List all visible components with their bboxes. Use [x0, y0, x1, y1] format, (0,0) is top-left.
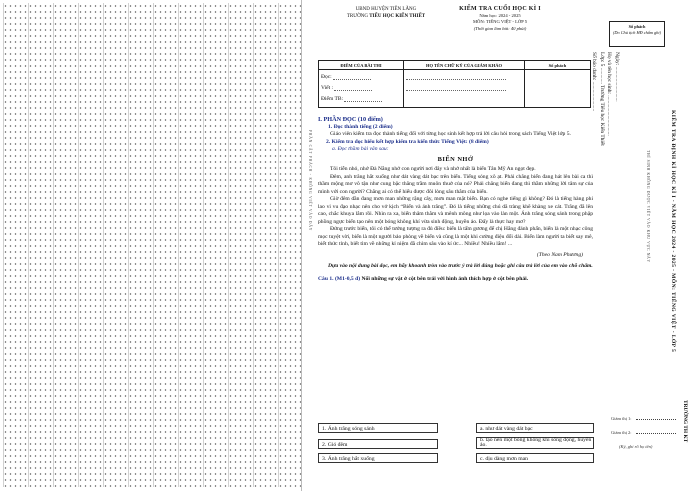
score-col-header: ĐIỂM CỦA BÀI THI [319, 61, 404, 70]
match-left-item[interactable]: 3. Ánh trăng hắt xuống [318, 453, 438, 463]
score-table [318, 60, 591, 108]
school-prefix: TRƯỜNG [346, 14, 368, 19]
answer-grid-lines [3, 3, 301, 487]
story-paragraph: Đứng trước biển, tôi có thể tưởng tượng ra đủ điều: biển là tấm gương để chị Hằng đánh phấn, biển là một nhạc công mọc tuyệt vời, biển là một người bảo phòng về biển và cũng là một khi cường điệu đổi dài. Biển làm người ta biết say mê, biết thức tỉnh, biết tìm về những kỉ niệm đã chìm sâu vào kí ức... Nhiều! Nhiều lắm! ... [318, 226, 593, 247]
examiner-col-header: HỌ TÊN CHỮ KÝ CỦA GIÁM KHẢO [404, 61, 525, 70]
section-1-text: Giáo viên kiểm tra đọc thành tiếng đối với từng học sinh kết hợp trả lời câu hỏi trong sách Tiếng Việt lớp 5. [330, 131, 571, 137]
vertical-exam-title: KIỂM TRA ĐỊNH KÌ HỌC KÌ I - NĂM HỌC 2024 - 2025 - MÔN: TIẾNG VIỆT - LỚP 5 [670, 110, 676, 353]
section-2a-heading: a. Đọc thầm bài văn sau: [332, 146, 389, 152]
examiner-signatures [611, 412, 676, 454]
phach-col-header: Số phách [525, 61, 591, 70]
part-heading: I. PHẦN ĐỌC (10 điểm) [318, 116, 383, 123]
exam-title: KIỂM TRA CUỐI HỌC KÌ I [459, 6, 541, 12]
section-1-heading: 1. Đọc thành tiếng (2 điểm) [328, 123, 393, 130]
match-right-item[interactable]: a. như dát vàng dát bạc [476, 423, 594, 433]
match-left-item[interactable]: 2. Gió đêm [318, 439, 438, 449]
candidate-name[interactable]: Họ và tên học sinh: .............................. [606, 52, 613, 136]
story-paragraph: Đêm, anh trăng hắt xuống như dát vàng dát bạc trên biển. Tiếng sóng xô ạt. Phải chăng biển đang hát lên bài ca thì thầm mộng mơ vô tận như cung bậc thăng trầm muôn thuở của nó? Phải chăng biển đang thì thầm những lời tâm sự của mình với con người? Chẳng ai có thể hiểu được đôi lòng sâu thẳm của biển. [318, 173, 593, 195]
matching-exercise [318, 423, 596, 465]
cut-line-notice: PHẦN CẮT PHÁCH - KHÔNG VIẾT VÀO ĐÂY [308, 130, 312, 232]
candidate-date[interactable]: Ngày: .......................... [614, 52, 620, 102]
so-phach-title: Số phách [628, 24, 646, 29]
exam-subtitle [440, 13, 560, 32]
school-name-line [326, 13, 446, 20]
story-paragraph: Tôi tiễn nhỏ, nhớ Đà Nẵng nhớ con người nơi đây và nhớ nhất là biển Tân Mỹ An ngọt đẹp. [330, 166, 536, 172]
score-row-doc: Đọc: [321, 72, 401, 83]
authority-name: UBND HUYỆN TIÊN LÃNG [355, 7, 417, 12]
candidate-class[interactable]: Lớp: 5 ............ Trường Tiểu học Kiến Thiết [599, 52, 605, 146]
so-phach-box [609, 21, 665, 47]
match-right-item[interactable]: c. dịu dàng mơn man [476, 453, 594, 463]
score-row-viet: Viết : [321, 83, 401, 94]
examiner-2[interactable]: Giám thị 2: [611, 426, 676, 440]
section-2-heading: 2. Kiểm tra đọc hiểu kết hợp kiểm tra kiến thức Tiếng Việt: (8 điểm) [326, 138, 489, 145]
examiner-1[interactable]: Giám thị 1: [611, 412, 676, 426]
question-1 [318, 276, 593, 284]
examiner-cell[interactable] [404, 70, 525, 108]
school-name: TIỂU HỌC KIẾN THIẾT [369, 14, 426, 19]
question-1-text: Nối những sự vật ở cột bên trái với hình ảnh thích hợp ở cột bên phải. [361, 275, 529, 282]
candidate-number[interactable]: Số báo danh: ...................... [591, 52, 598, 112]
question-1-number: Câu 1. (M1-0,5 đ) [318, 275, 361, 282]
story-paragraph: Giờ đêm dần đang mơn man những rặng cây, mơn man mặt biển. Bạn có nghe tiếng gì không? Đó là tiếng hàng phi lao vi vu đạo nhạc nên cho vở kịch “Biển và ánh trăng”. Đó là tiếng những chú dã tràng khẽ khàng xe cát. Trăng đã lên cao, chắc khuya lắm rồi. Nhìn ra xa, biển thâm thẳm và mênh mông như lọa vào làn một. Ánh trăng sóng sánh trong phập phồng ngực biển tạo nên một bóng không khí vừa sinh động, huyền ảo. Đấy là thực hay mơ? [318, 196, 593, 225]
reading-section [318, 116, 593, 283]
score-cell[interactable] [319, 70, 404, 108]
exam-year: Năm học: 2024 - 2025 [479, 13, 521, 18]
school-header [326, 6, 446, 20]
instruction: Dựa vào nội dung bài đọc, em hãy khoanh tròn vào trước ý trả lời đúng hoặc ghi câu trả lời của em vào chỗ chấm. [328, 263, 593, 269]
no-write-notice: THÍ SINH KHÔNG ĐƯỢC VIẾT VÀO KHU VỰC NÀY [646, 150, 650, 263]
examiner-note: (Ký, ghi rõ họ tên) [619, 444, 653, 449]
story-author: (Theo Nam Phương) [536, 251, 583, 258]
exam-subject: MÔN: TIẾNG VIỆT - LỚP 5 [472, 19, 528, 25]
so-phach-note: (Do Chủ tịch HĐ chấm ghi) [612, 30, 662, 35]
phach-cell[interactable] [525, 70, 591, 108]
fold-line [301, 0, 302, 491]
match-left-item[interactable]: 1. Ánh trăng sóng sánh [318, 423, 438, 433]
story-title: BIỂN NHỚ [437, 155, 474, 163]
match-right-item[interactable]: b. tạo nên một bóng không khí sống động, huyền ảo. [476, 437, 594, 449]
candidate-info [590, 52, 620, 146]
score-row-tb: Điểm TB: [321, 94, 401, 105]
exam-time: (Thời gian làm bài: 40 phút) [473, 25, 527, 31]
vertical-school: TRƯỜNG TH KT [682, 400, 688, 443]
